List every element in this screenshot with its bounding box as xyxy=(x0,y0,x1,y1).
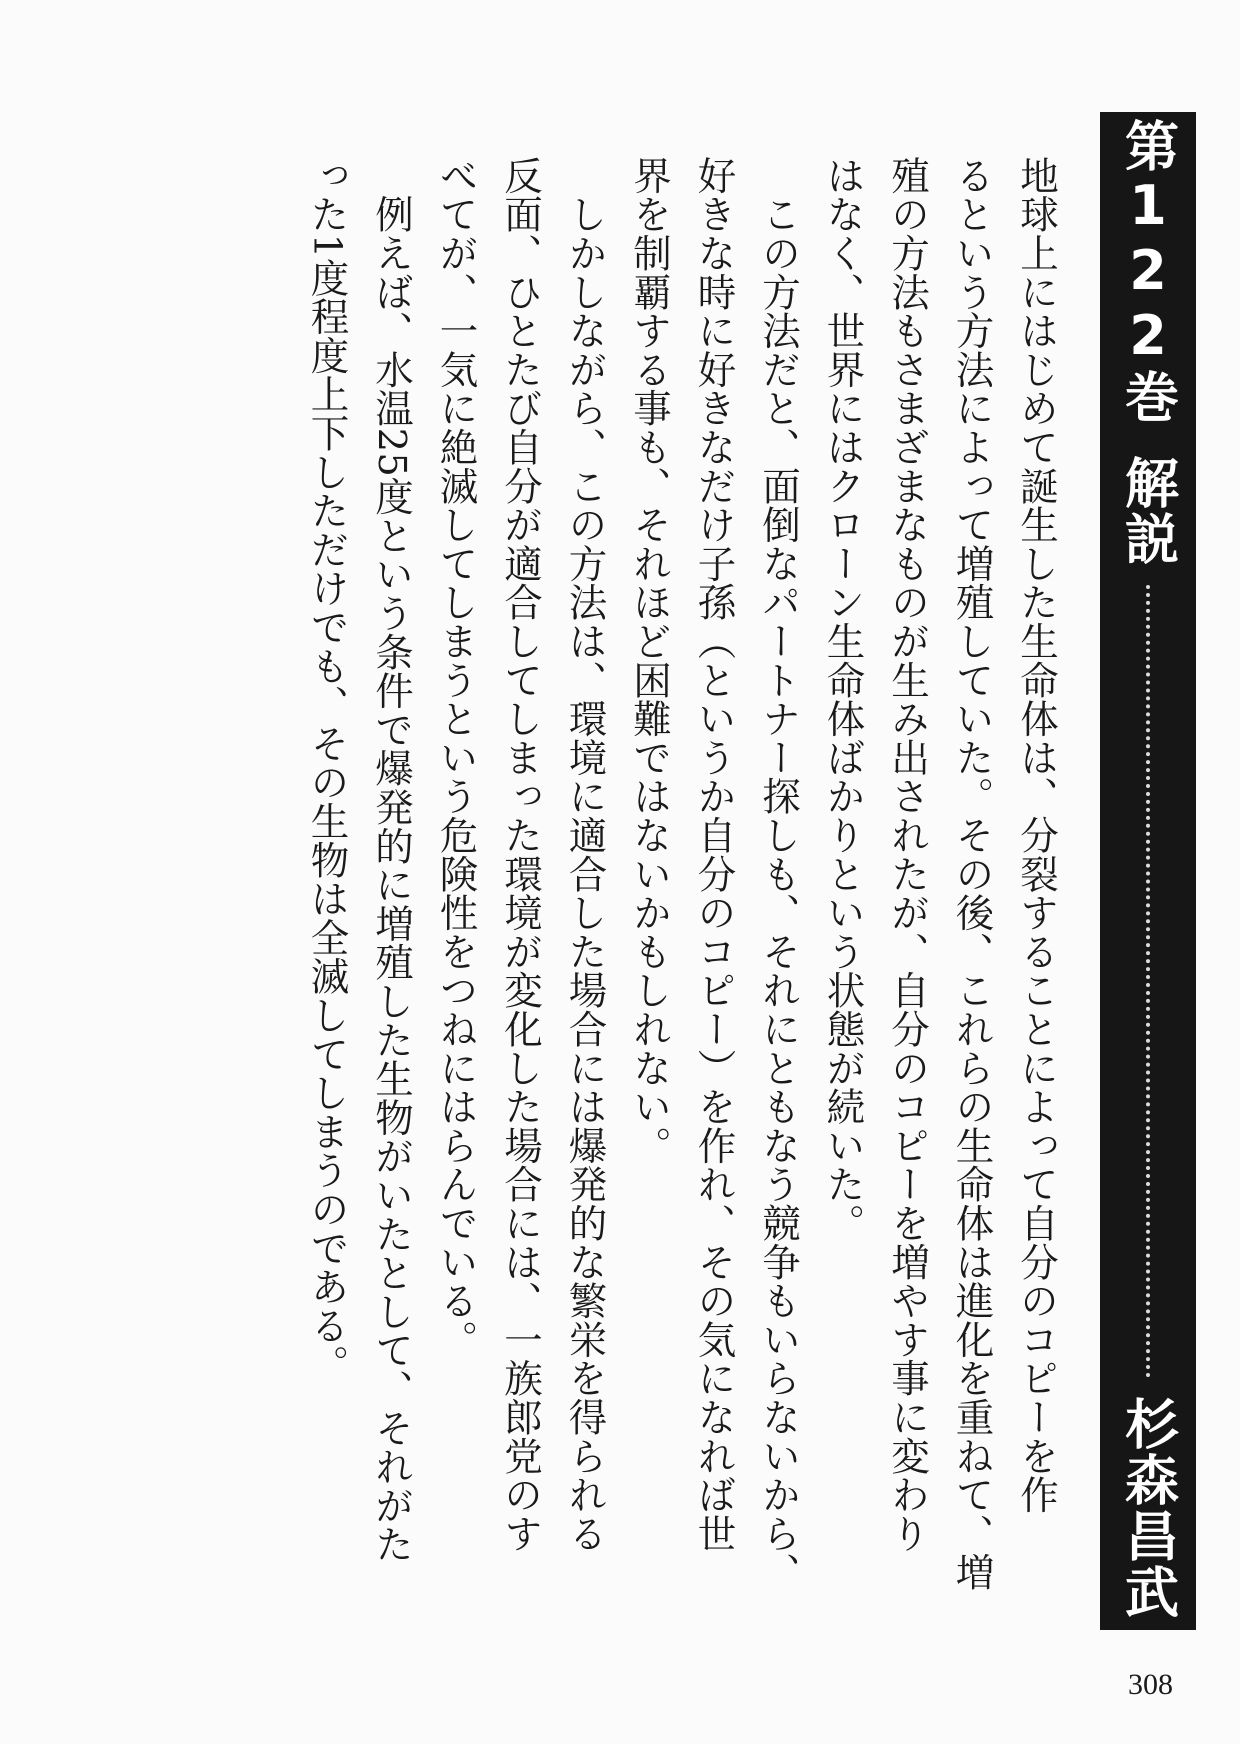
text-column: 反面、ひとたび自分が適合してしまった環境が変化した場合には、一族郎党のす xyxy=(498,156,543,1553)
text-column: 地球上にはじめて誕生した生命体は、分裂することによって自分のコピーを作 xyxy=(1014,156,1059,1514)
author-name: 杉森昌武 xyxy=(1116,1396,1180,1620)
chapter-volume: 第122巻 xyxy=(1116,118,1180,425)
page-number: 308 xyxy=(1128,1668,1173,1701)
text-column: しかしながら、この方法は、環境に適合した場合には爆発的な繁栄を得られる xyxy=(562,156,608,1553)
text-column: 好きな時に好きなだけ子孫（というか自分のコピー）を作れ、その気になれば世 xyxy=(691,156,737,1553)
chapter-title xyxy=(1110,112,1187,567)
chapter-subtitle: 解説 xyxy=(1116,455,1180,567)
text-column: この方法だと、面倒なパートナー探しも、それにともなう競争もいらないから、 xyxy=(756,156,801,1592)
text-column: った1度程度上下しただけでも、その生物は全滅してしまうのである。 xyxy=(304,156,350,1384)
body-text xyxy=(294,156,1068,1636)
text-column: べてが、一気に絶滅してしまうという危険性をつねにはらんでいる。 xyxy=(433,156,479,1359)
text-column: るという方法によって増殖していた。その後、これらの生命体は進化を重ねて、増 xyxy=(949,156,995,1592)
dotted-leader xyxy=(1146,585,1150,1378)
chapter-header-bar xyxy=(1100,112,1196,1630)
text-column: 殖の方法もさまざまなものが生み出されたが、自分のコピーを増やす事に変わり xyxy=(885,156,930,1553)
text-column: 例えば、水温25度という条件で爆発的に増殖した生物がいたとして、それがた xyxy=(369,156,414,1564)
text-column: 界を制覇する事も、それほど困難ではないかもしれない。 xyxy=(627,156,672,1165)
text-column: はなく、世界にはクローン生命体ばかりという状態が続いた。 xyxy=(820,156,866,1243)
